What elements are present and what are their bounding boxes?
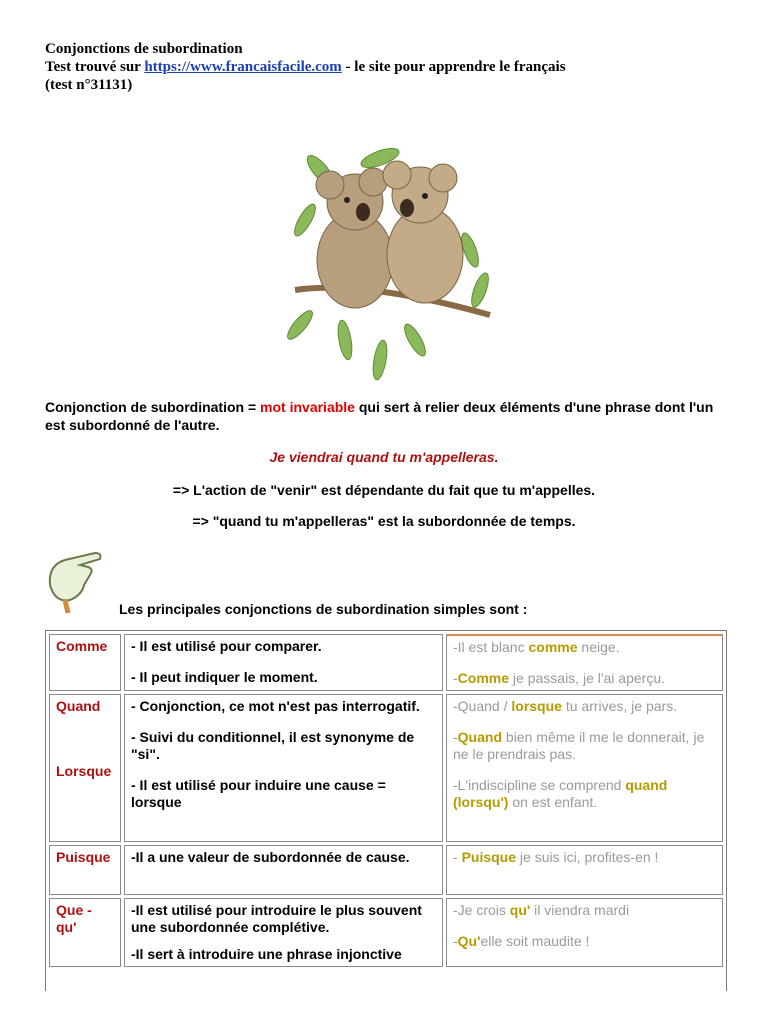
explanation-1: => L'action de "venir" est dépendante du fait que tu m'appelles. <box>172 482 596 498</box>
conjunction-cell: Puisque <box>49 845 121 895</box>
test-number: (test n°31131) <box>45 77 133 93</box>
table-row <box>49 694 723 842</box>
table-row <box>49 634 723 691</box>
doc-source-line: Test trouvé sur https://www.francaisfacile.com - le site pour apprendre le français <box>45 59 566 75</box>
usage-cell: -Il est utilisé pour introduire le plus souvent une subordonnée complétive. -Il sert à introduire une phrase injonctive <box>124 898 443 967</box>
example-cell: -Je crois qu' il viendra mardi -Qu'elle soit maudite ! <box>446 898 723 967</box>
document-header <box>45 40 735 94</box>
definition-paragraph: Conjonction de subordination = mot invariable qui sert à relier deux éléments d'une phrase dont l'un est subordonné de l'autre. <box>45 399 714 433</box>
conjunction-cell: Que - qu' <box>49 898 121 967</box>
koala-illustration <box>285 140 500 390</box>
example-sentence: Je viendrai quand tu m'appelleras. <box>269 449 499 465</box>
example-cell: -Il est blanc comme neige. -Comme je passais, je l'ai aperçu. <box>446 634 723 691</box>
source-link[interactable]: https://www.francaisfacile.com <box>144 59 342 75</box>
conjunction-cell: Comme <box>49 634 121 691</box>
pointing-hand-icon <box>40 545 110 615</box>
table-row <box>49 845 723 895</box>
usage-cell: - Il est utilisé pour comparer. - Il peut indiquer le moment. <box>124 634 443 691</box>
intro-text: Les principales conjonctions de subordination simples sont : <box>119 601 528 617</box>
example-cell: -Quand / lorsque tu arrives, je pars. -Quand bien même il me le donnerait, je ne le prendrais pas. -L'indiscipline se comprend quand (lorsqu') on est enfant. <box>446 694 723 842</box>
definition-highlight: mot invariable <box>260 399 355 415</box>
explanation-2: => "quand tu m'appelleras" est la subordonnée de temps. <box>192 513 576 529</box>
table-row <box>49 898 723 967</box>
conjunction-cell: Quand Lorsque <box>49 694 121 842</box>
example-cell: - Puisque je suis ici, profites-en ! <box>446 845 723 895</box>
usage-cell: -Il a une valeur de subordonnée de cause. <box>124 845 443 895</box>
usage-cell: - Conjonction, ce mot n'est pas interrogatif. - Suivi du conditionnel, il est synonyme de "si". - Il est utilisé pour induire une cause = lorsque <box>124 694 443 842</box>
doc-title: Conjonctions de subordination <box>45 41 243 57</box>
conjunctions-table <box>45 630 727 991</box>
